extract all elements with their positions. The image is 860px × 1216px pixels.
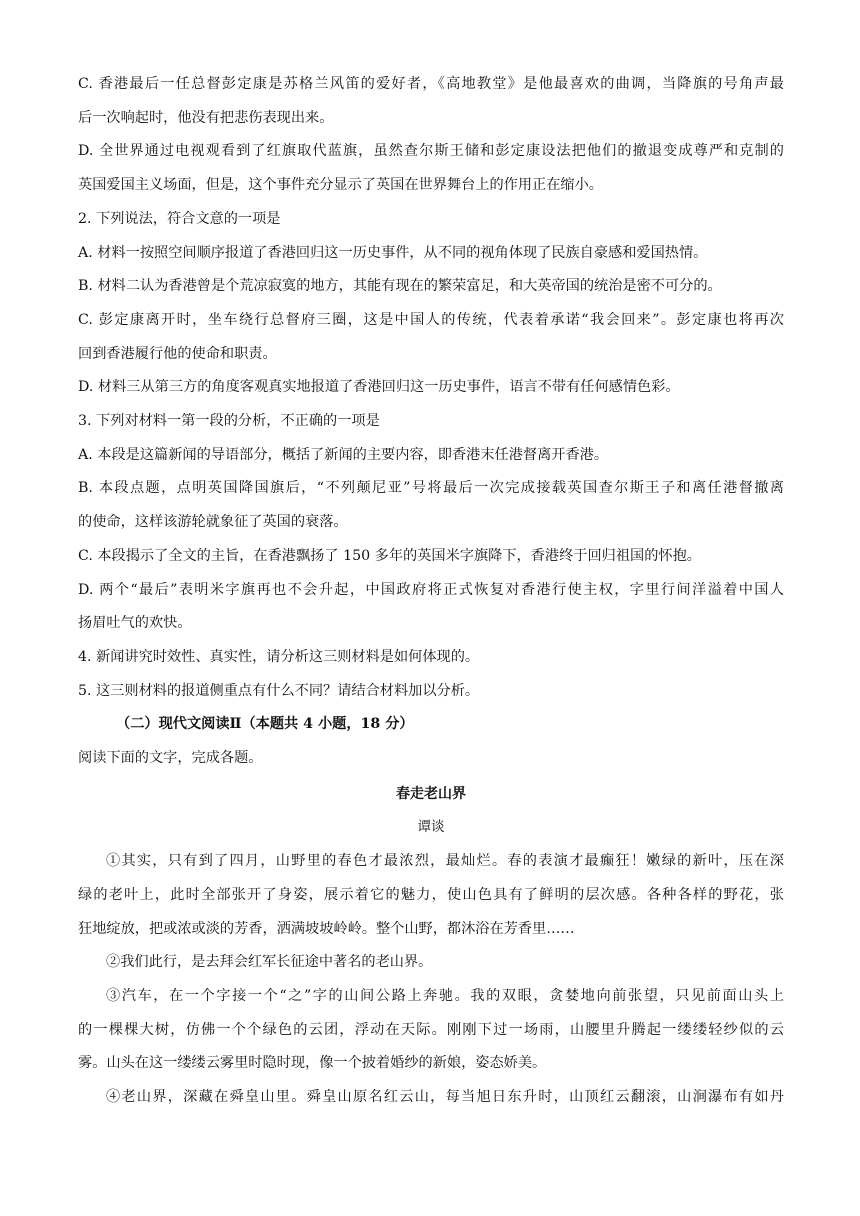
q2-option-b: B. 材料二认为香港曾是个荒凉寂寞的地方，其能有现在的繁荣富足，和大英帝国的统治是密不可分的。 <box>78 278 722 295</box>
paragraph-3-line1: ③汽车，在一个字接一个“之”字的山间公路上奔驰。我的双眼，贪婪地向前张望，只见前面山头上 <box>106 987 784 1004</box>
paragraph-4-line1: ④老山界，深藏在舜皇山里。舜皇山原名红云山，每当旭日东升时，山顶红云翻滚，山涧瀑布有如丹 <box>106 1089 784 1106</box>
q3-option-c: C. 本段揭示了全文的主旨，在香港飘扬了 150 多年的英国米字旗降下，香港终于回归祖国的怀抱。 <box>78 547 701 564</box>
paragraph-1-line1: ①其实，只有到了四月，山野里的春色才最浓烈，最灿烂。春的表演才最癫狂！嫩绿的新叶，压在深 <box>106 853 784 870</box>
section-instruction: 阅读下面的文字，完成各题。 <box>78 750 263 767</box>
q2-option-c-line2: 回到香港履行他的使命和职责。 <box>78 345 277 362</box>
q3-stem: 3. 下列对材料一第一段的分析，不正确的一项是 <box>78 413 380 430</box>
q3-option-d-line2: 扬眉吐气的欢快。 <box>78 615 192 632</box>
q1-option-d-line2: 英国爱国主义场面，但是，这个事件充分显示了英国在世界舞台上的作用正在缩小。 <box>78 177 603 194</box>
q2-option-d: D. 材料三从第三方的角度客观真实地报道了香港回归这一历史事件，语言不带有任何感情色彩。 <box>78 379 680 396</box>
q3-option-b-line1: B. 本段点题，点明英国降国旗后，“不列颠尼亚”号将最后一次完成接载英国查尔斯王子和离任港督撤离 <box>78 480 784 497</box>
q2-option-a: A. 材料一按照空间顺序报道了香港回归这一历史事件，从不同的视角体现了民族自豪感和爱国热情。 <box>78 244 708 261</box>
q2-option-c-line1: C. 彭定康离开时，坐车绕行总督府三圈，这是中国人的传统，代表着承诺“我会回来”。彭定康也将再次 <box>78 311 784 328</box>
q1-option-d-line1: D. 全世界通过电视观看到了红旗取代蓝旗，虽然查尔斯王储和彭定康设法把他们的撤退变成尊严和克制的 <box>78 143 784 160</box>
article-author: 谭谈 <box>417 819 445 836</box>
q3-option-b-line2: 的使命，这样该游轮就象征了英国的衰落。 <box>78 514 348 531</box>
paragraph-2-line1: ②我们此行，是去拜会红军长征途中著名的老山界。 <box>106 954 433 971</box>
q2-stem: 2. 下列说法，符合文意的一项是 <box>78 210 281 227</box>
q1-option-c-line1: C. 香港最后一任总督彭定康是苏格兰风笛的爱好者，《高地教堂》是他最喜欢的曲调，当降旗的号角声最 <box>78 76 784 92</box>
q3-option-a: A. 本段是这篇新闻的导语部分，概括了新闻的主要内容，即香港末任港督离开香港。 <box>78 446 609 463</box>
paragraph-1-line2: 绿的老叶上，此时全部张开了身姿，展示着它的魅力，使山色具有了鲜明的层次感。各种各样的野花，张 <box>78 886 784 903</box>
paragraph-3-line2: 的一棵棵大树，仿佛一个个绿色的云团，浮动在天际。刚刚下过一场雨，山腰里升腾起一缕缕轻纱似的云 <box>78 1021 784 1038</box>
paragraph-3-line3: 雾。山头在这一缕缕云雾里时隐时现，像一个披着婚纱的新娘，姿态娇美。 <box>78 1055 547 1072</box>
q3-option-d-line1: D. 两个“最后”表明米字旗再也不会升起，中国政府将正式恢复对香港行使主权，字里行间洋溢着中国人 <box>78 581 784 598</box>
section-heading: （二）现代文阅读Ⅱ（本题共 4 小题，18 分） <box>116 716 414 733</box>
q5-stem: 5. 这三则材料的报道侧重点有什么不同？请结合材料加以分析。 <box>78 682 480 699</box>
article-title: 春走老山界 <box>396 785 466 802</box>
exam-page <box>78 68 784 1115</box>
q1-option-c-line2: 后一次响起时，他没有把悲伤表现出来。 <box>78 109 334 126</box>
q4-stem: 4. 新闻讲究时效性、真实性，请分析这三则材料是如何体现的。 <box>78 648 480 665</box>
paragraph-1-line3: 狂地绽放，把或浓或淡的芳香，洒满坡坡岭岭。整个山野，都沐浴在芳香里…… <box>78 920 575 937</box>
